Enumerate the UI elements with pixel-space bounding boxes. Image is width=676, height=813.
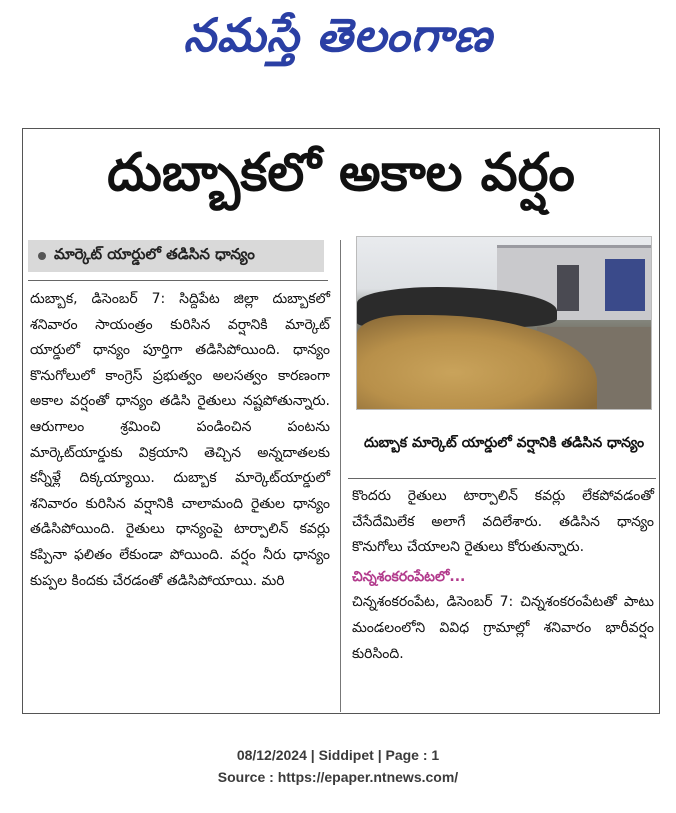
photo-caption	[356, 410, 652, 476]
right-paragraph: కొందరు రైతులు టార్పాలిన్ కవర్లు లేకపోవడంతో చేసేదేమిలేక అలాగే వదిలేశారు. తడిసిన ధాన్యం కొనుగోలు చేయాలని రైతులు కోరుతున్నారు.	[352, 488, 654, 556]
photo-shutter-blue	[605, 259, 645, 311]
column-divider	[340, 240, 341, 712]
tag-divider	[28, 280, 328, 281]
masthead-title: నమస్తే తెలంగాణ	[183, 8, 493, 62]
tag-text: మార్కెట్ యార్డులో తడిసిన ధాన్యం	[54, 245, 255, 263]
left-paragraph: దుబ్బాక, డిసెంబర్ 7: సిద్దిపేట జిల్లా దుబ్బాకలో శనివారం సాయంత్రం కురిసిన వర్షానికి మార్కెట్ యార్డులో ధాన్యం పూర్తిగా తడిసిపోయింది. ధాన్యం కొనుగోలులో కాంగ్రెస్ ప్రభుత్వం అలసత్వం కారణంగా అకాల వర్షంతో ధాన్యం తడిసి రైతులు నష్టపోతున్నారు. ఆరుగాలం శ్రమించి పండించిన పంటను మార్కెట్‌యార్డుకు విక్రయాని తెచ్చిన అన్నదాతలకు కన్నీళ్లే దిక్కయ్యాయి. దుబ్బాక మార్కెట్‌యార్డులో శనివారం కురిసిన వర్షానికి చాలామంది రైతుల ధాన్యం తడిసిపోయింది. రైతులు ధాన్యంపై టార్పాలిన్ కవర్లు కప్పినా ఫలితం లేకుండా పోయింది. వర్షం నీరు ధాన్యం కుప్పల కిందకు చేరడంతో తడిసిపోయాయి. మరి	[30, 291, 330, 589]
footer-source-line: Source : https://epaper.ntnews.com/	[217, 769, 459, 785]
right-paragraph-2: చిన్నశంకరంపేట, డిసెంబర్ 7: చిన్నశంకరంపేటతో పాటు మండలంలోని వివిధ గ్రామాల్లో శనివారం భారీవర్షం కురిసింది.	[352, 594, 654, 662]
right-column	[352, 484, 654, 667]
left-column	[30, 287, 330, 594]
page-footer	[0, 744, 676, 788]
news-photo	[356, 236, 652, 410]
article-headline	[22, 132, 660, 226]
subhead: చిన్నశంకరంపేటలో...	[352, 568, 466, 585]
headline-text: దుబ్బాకలో అకాల వర్షం	[107, 142, 575, 203]
subheading-tag	[28, 240, 324, 272]
bullet-icon	[38, 252, 46, 260]
photo-caption-text: దుబ్బాక మార్కెట్ యార్డులో వర్షానికి తడిసిన ధాన్యం	[363, 435, 645, 451]
caption-divider	[348, 478, 656, 479]
footer-date-line: 08/12/2024 | Siddipet | Page : 1	[236, 747, 440, 763]
newspaper-masthead	[0, 0, 676, 82]
photo-door-dark	[557, 265, 579, 311]
